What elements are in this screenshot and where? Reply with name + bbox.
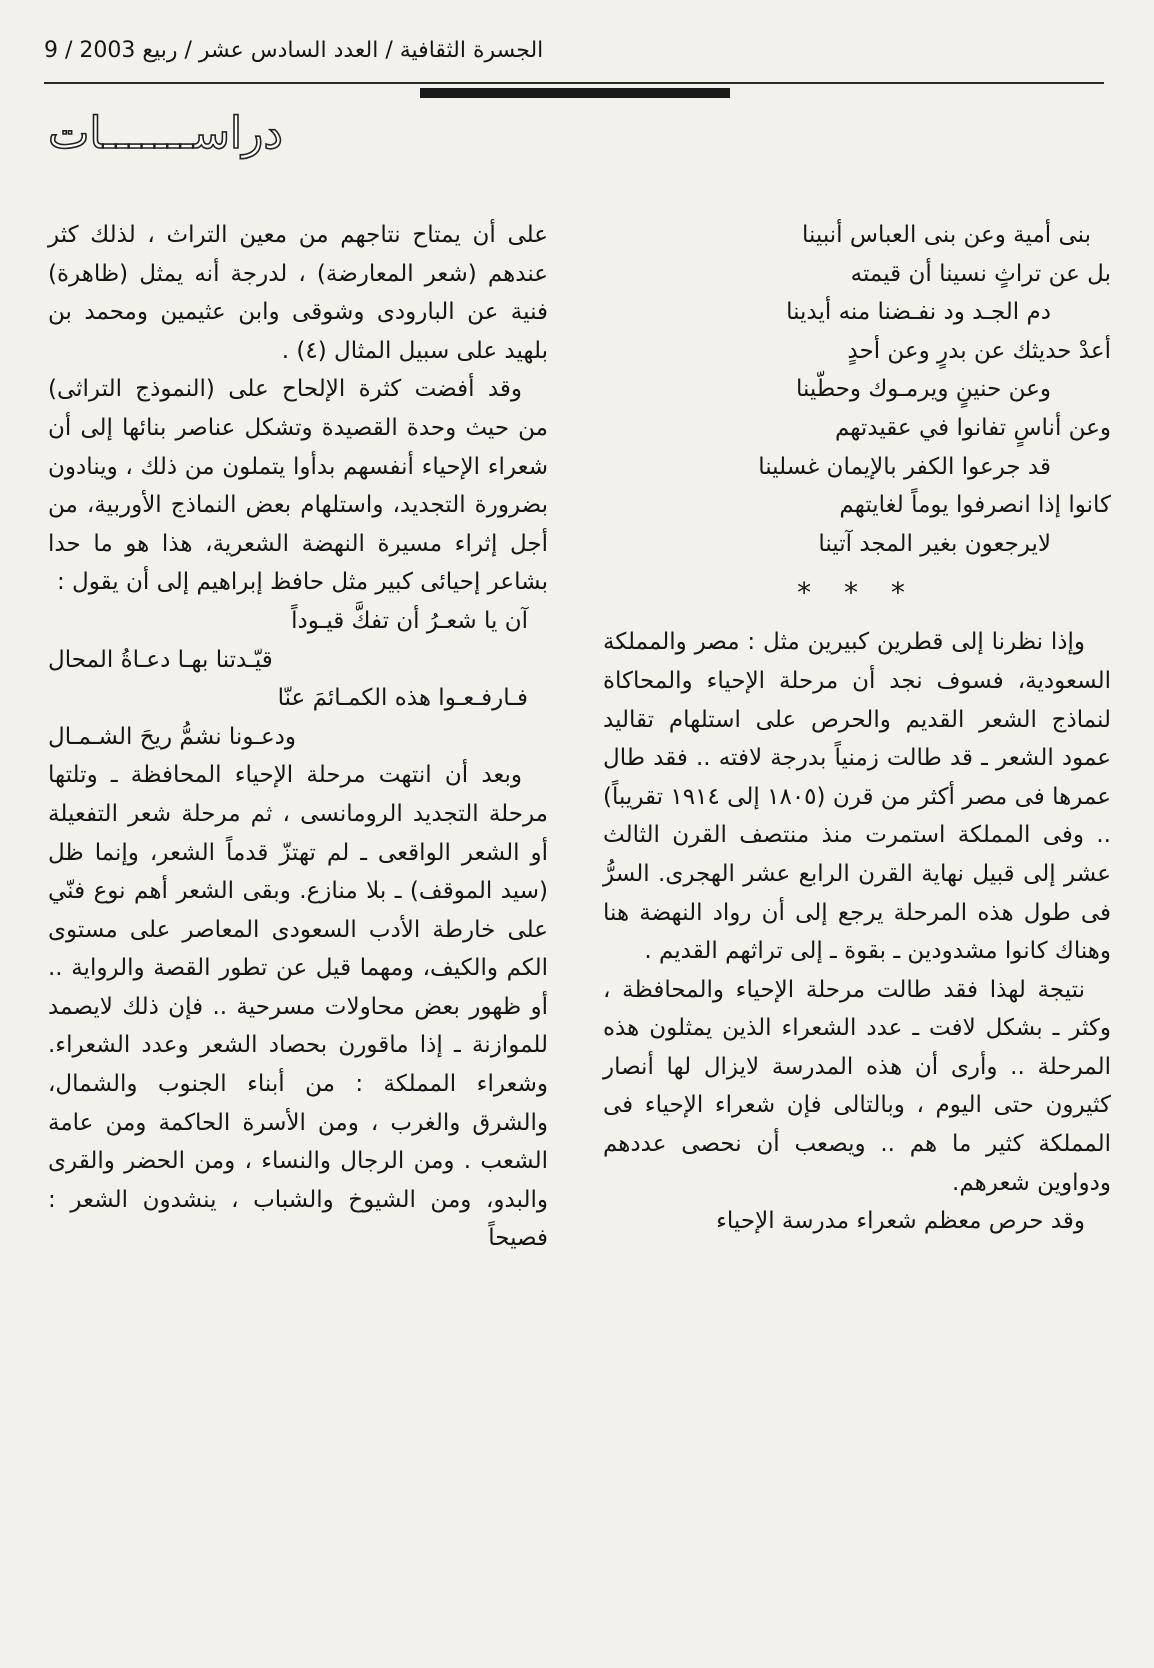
verse-line: فـارفـعـوا هذه الكمـائمَ عنّا [277, 685, 528, 712]
paragraph: وبعد أن انتهت مرحلة الإحياء المحافظة ـ وتلتها مرحلة التجديد الرومانسى ، ثم مرحلة شعر التفعيلة أو الشعر الواقعى ـ لم تهتزّ قدماً الشعر، وإنما ظل (سيد الموقف) ـ بلا منازع. وبقى الشعر أهم نوع فنّي على خارطة الأدب السعودى المعاصر على مستوى الكم والكيف، ومهما قيل عن تطور القصة والرواية .. أو ظهور بعض محاولات مسرحية .. فإن ذلك لايصمد للموازنة ـ إذا ماقورن بحصاد الشعر وعدد الشعراء. وشعراء المملكة : من أبناء الجنوب والشمال، والشرق والغرب ، ومن الأسرة الحاكمة ومن عامة الشعب . ومن الرجال والنساء ، ومن الحضر والقرى والبدو، ومن الشيوخ والشباب ، ينشدون الشعر : فصيحاً [48, 762, 548, 1252]
header-publication-info: الجسرة الثقافية / العدد السادس عشر / ربيع 2003 / 9 [44, 38, 544, 63]
paragraph: وقد أفضت كثرة الإلحاح على (النموذج التراثى) من حيث وحدة القصيدة وتشكل عناصر بنائها إلى أن شعراء الإحياء أنفسهم بدأوا يتملون من ذلك ، وينادون بضرورة التجديد، واستلهام بعض النماذج الأوربية، من أجل إثراء مسيرة النهضة الشعرية، هذا هو ما حدا بشاعر إحيائى كبير مثل حافظ إبراهيم إلى أن يقول : [48, 376, 548, 596]
right-column [603, 216, 1111, 1241]
paragraph: نتيجة لهذا فقد طالت مرحلة الإحياء والمحافظة ، وكثر ـ بشكل لافت ـ عدد الشعراء الذين يمثلون هذه المرحلة .. وأرى أن هذه المدرسة لايزال لها أنصار كثيرون حتى اليوم ، وبالتالى فإن شعراء الإحياء فى المملكة كثير ما هم .. ويصعب أن نحصى عددهم ودواوين شعرهم. [603, 976, 1111, 1196]
header-rule [44, 82, 1104, 84]
verse-line: لايرجعون بغير المجد آتينا [818, 530, 1051, 557]
section-title: دراســـــــات [48, 108, 283, 159]
left-column [48, 216, 548, 1258]
paragraph: على أن يمتاح نتاجهم من معين التراث ، لذلك كثر عندهم (شعر المعارضة) ، لدرجة أنه يمثل (ظاهرة) فنية عن البارودى وشوقى وابن عثيمين ومحمد بن بلهيد على سبيل المثال (٤) . [48, 222, 548, 364]
verse-line: أعدْ حديثك عن بدرٍ وعن أحدٍ [847, 337, 1111, 364]
header-bar [420, 88, 730, 98]
verse-line: قد جرعوا الكفر بالإيمان غسلينا [758, 453, 1051, 480]
section-separator: * * * [797, 576, 917, 610]
verse-line: ودعـونا نشمُّ ريحَ الشـمـال [48, 723, 297, 750]
verse-line: وعن أناسٍ تفانوا في عقيدتهم [834, 414, 1111, 441]
verse-line: وعن حنينٍ ويرمـوك وحطّينا [795, 376, 1051, 403]
verse-line: قيّـدتنا بهـا دعـاةُ المحال [48, 646, 273, 673]
verse-line: بل عن تراثٍ نسينا أن قيمته [850, 260, 1111, 287]
verse-line: دم الجـد ود نفـضنا منه أيدينا [786, 299, 1051, 326]
verse-line: كانوا إذا انصرفوا يوماً لغايتهم [839, 492, 1111, 519]
verse-line: بنى أمية وعن بنى العباس أنبينا [801, 222, 1091, 248]
verse-line: آن يا شعـرُ أن تفكَّ قيـوداً [291, 607, 528, 634]
page-header [44, 38, 1104, 78]
paragraph: وإذا نظرنا إلى قطرين كبيرين مثل : مصر والمملكة السعودية، فسوف نجد أن مرحلة الإحياء والمحاكاة لنماذج الشعر القديم والحرص على استلهام تقاليد عمود الشعر ـ قد طالت زمنياً بدرجة لافته .. فقد طال عمرها فى مصر أكثر من قرن (١٨٠٥ إلى ١٩١٤ تقريباً) .. وفى المملكة استمرت منذ منتصف القرن الثالث عشر إلى قبيل نهاية القرن الرابع عشر الهجرى. السرُّ فى طول هذه المرحلة يرجع إلى أن رواد النهضة هنا وهناك كانوا مشدودين ـ بقوة ـ إلى تراثهم القديم . [603, 629, 1111, 965]
paragraph: وقد حرص معظم شعراء مدرسة الإحياء [716, 1208, 1085, 1235]
